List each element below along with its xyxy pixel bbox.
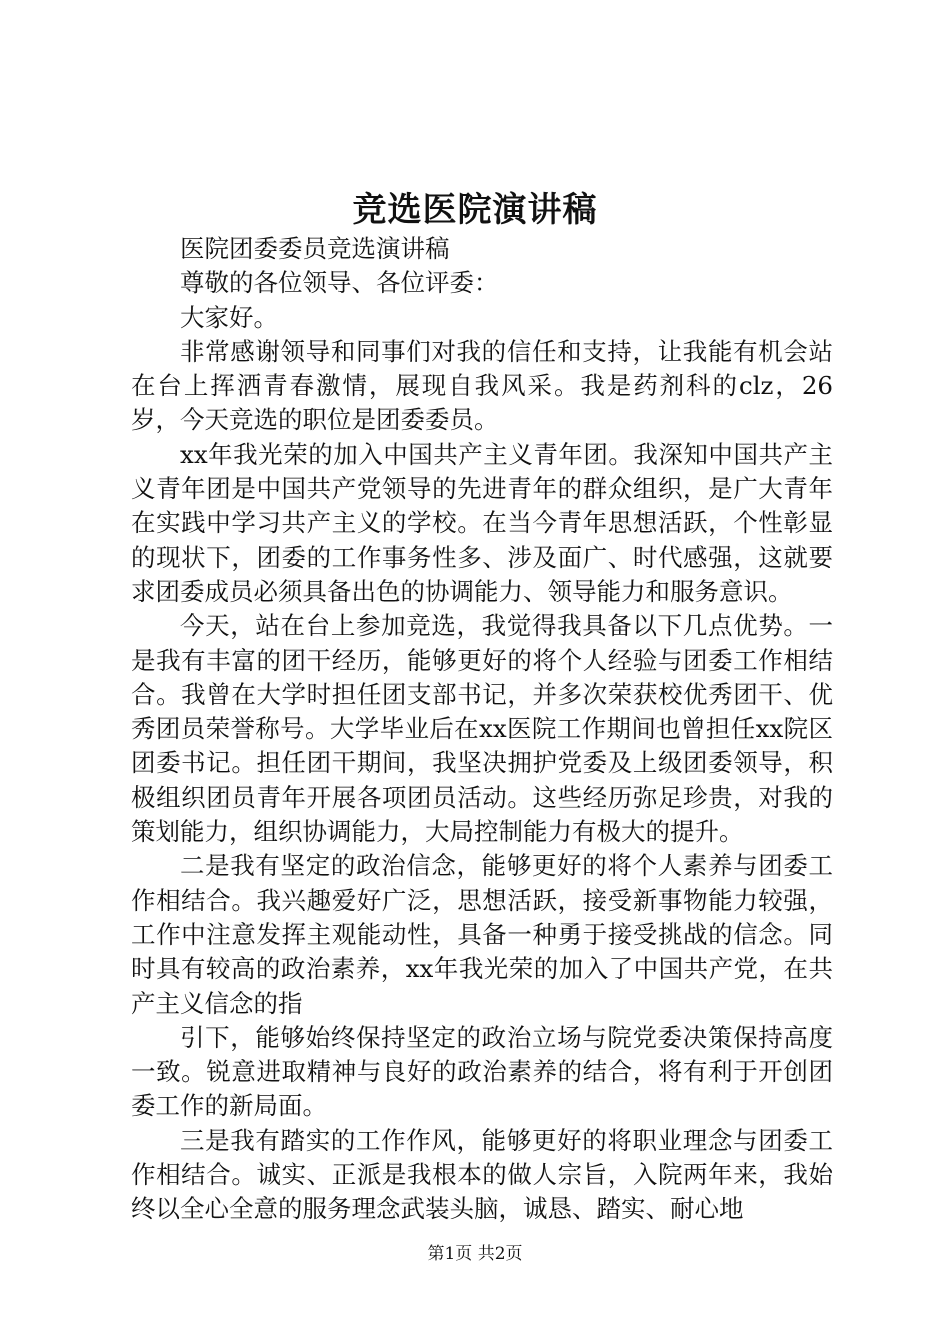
paragraph-subtitle: 医院团委委员竞选演讲稿 (180, 234, 450, 263)
document-body (131, 232, 833, 1227)
paragraph: 今天，站在台上参加竞选，我觉得我具备以下几点优势。一是我有丰富的团干经历，能够更好的将个人经验与团委工作相结合。我曾在大学时担任团支部书记，并多次荣获校优秀团干、优秀团员荣誉称号。大学毕业后在xx医院工作期间也曾担任xx院区团委书记。担任团干期间，我坚决拥护党委及上级团委领导，积极组织团员青年开展各项团员活动。这些经历弥足珍贵，对我的策划能力，组织协调能力，大局控制能力有极大的提升。 (131, 611, 833, 847)
paragraph: 二是我有坚定的政治信念，能够更好的将个人素养与团委工作相结合。我兴趣爱好广泛，思想活跃，接受新事物能力较强，工作中注意发挥主观能动性，具备一种勇于接受挑战的信念。同时具有较高的政治素养，xx年我光荣的加入了中国共产党，在共产主义信念的指 (131, 851, 833, 1018)
paragraph-greeting: 大家好。 (180, 302, 278, 332)
document-title: 竞选医院演讲稿 (352, 190, 598, 230)
paragraph: 非常感谢领导和同事们对我的信任和支持，让我能有机会站在台上挥洒青春激情，展现自我风采。我是药剂科的clz，26岁，今天竞选的职位是团委委员。 (131, 336, 833, 435)
paragraph: 引下，能够始终保持坚定的政治立场与院党委决策保持高度一致。锐意进取精神与良好的政治素养的结合，将有利于开创团委工作的新局面。 (131, 1022, 833, 1121)
paragraph: 三是我有踏实的工作作风，能够更好的将职业理念与团委工作相结合。诚实、正派是我根本的做人宗旨，入院两年来，我始终以全心全意的服务理念武装头脑，诚恳、踏实、耐心地 (131, 1125, 833, 1224)
paragraph-salutation: 尊敬的各位领导、各位评委： (180, 268, 499, 298)
paragraph: xx年我光荣的加入中国共产主义青年团。我深知中国共产主义青年团是中国共产党领导的先进青年的群众组织，是广大青年在实践中学习共产主义的学校。在当今青年思想活跃，个性彰显的现状下，团委的工作事务性多、涉及面广、时代感强，这就要求团委成员必须具备出色的协调能力、领导能力和服务意识。 (131, 439, 833, 606)
page-number-footer: 第1页 共2页 (427, 1244, 523, 1264)
